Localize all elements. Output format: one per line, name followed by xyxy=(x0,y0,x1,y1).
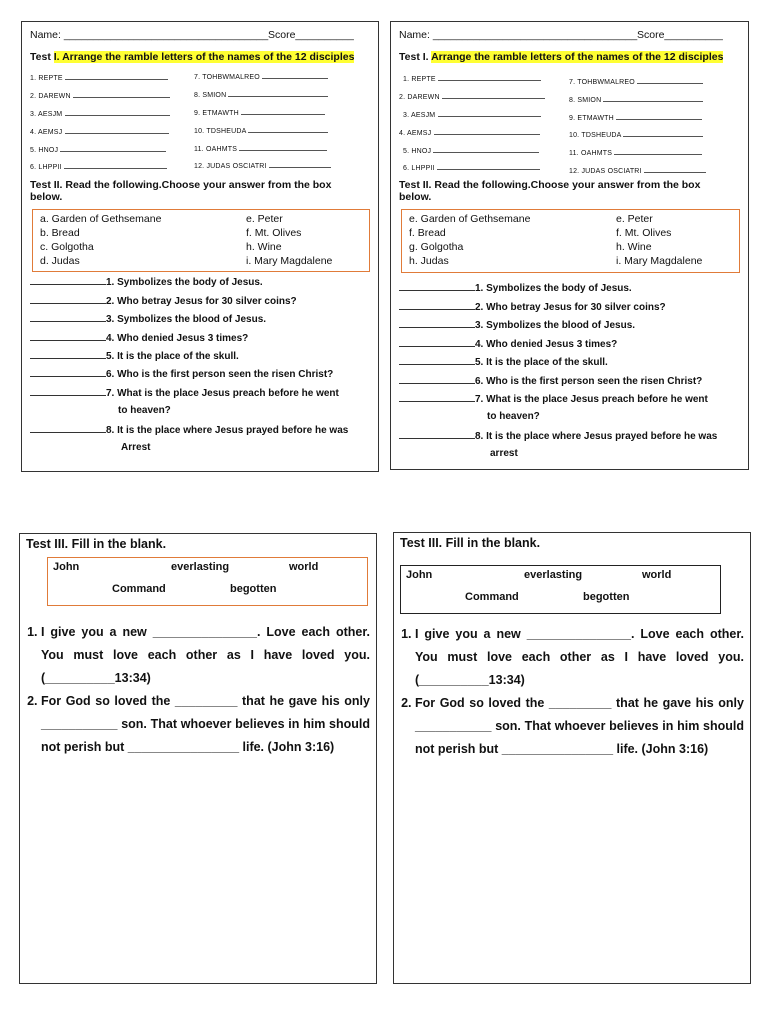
question-item: 1. Symbolizes the body of Jesus. xyxy=(30,276,263,288)
test2-title: Test II. Read the following.Choose your answer from the box below. xyxy=(399,179,701,203)
question-item: 6. Who is the first person seen the risen Christ? xyxy=(399,375,702,387)
choice-item: e. Peter xyxy=(246,213,283,225)
word-item: everlasting xyxy=(171,561,230,573)
test1-prefix: Test xyxy=(30,51,54,63)
choice-item: d. Judas xyxy=(40,255,80,267)
scramble-item: 1. REPTE xyxy=(403,73,541,83)
scramble-item: 10. TDSHEUDA xyxy=(194,125,328,135)
choice-item: h. Judas xyxy=(409,255,449,267)
question-item: 5. It is the place of the skull. xyxy=(399,356,608,368)
word-box xyxy=(400,565,721,614)
question-item: 8. It is the place where Jesus prayed before he was xyxy=(399,430,717,442)
scramble-item: 8. SMION xyxy=(569,94,703,104)
question-continuation: to heaven? xyxy=(487,411,540,422)
scramble-item: 5. HNOJ xyxy=(403,145,539,155)
scramble-item: 7. TOHBWMALREO xyxy=(569,76,703,86)
name-label: Name: ___________________________________ xyxy=(30,29,269,41)
question-item: 4. Who denied Jesus 3 times? xyxy=(30,332,248,344)
choice-item: f. Bread xyxy=(409,227,446,239)
choices-box xyxy=(32,209,370,272)
choice-item: c. Golgotha xyxy=(40,241,94,253)
test1-highlight: Arrange the ramble letters of the names of the 12 disciples xyxy=(431,51,724,63)
test1-title xyxy=(30,51,354,63)
choice-item: h. Wine xyxy=(246,241,282,253)
choice-item: i. Mary Magdalene xyxy=(616,255,703,267)
choice-item: f. Mt. Olives xyxy=(246,227,302,239)
test1-highlight: I. Arrange the ramble letters of the names of the 12 disciples xyxy=(53,51,355,63)
question-item: 6. Who is the first person seen the risen Christ? xyxy=(30,368,333,380)
choice-item: g. Golgotha xyxy=(409,241,464,253)
question-item: 3. Symbolizes the blood of Jesus. xyxy=(30,313,266,325)
scramble-item: 7. TOHBWMALREO xyxy=(194,71,328,81)
scramble-item: 4. AEMSJ xyxy=(30,126,169,136)
fill-item: 2. For God so loved the _________ that he gave his only ___________ son. That whoever believes in him should not perish but ________________ life. (John 3:16) xyxy=(41,690,370,759)
word-item: world xyxy=(289,561,319,573)
scramble-item: 2. DAREWN xyxy=(399,91,545,101)
test3-title: Test III. Fill in the blank. xyxy=(400,536,541,550)
choice-item: b. Bread xyxy=(40,227,80,239)
question-continuation: to heaven? xyxy=(118,405,171,416)
question-item: 2. Who betray Jesus for 30 silver coins? xyxy=(399,301,666,313)
scramble-item: 8. SMION xyxy=(194,89,328,99)
word-item: John xyxy=(406,569,433,581)
test1-prefix: Test I. xyxy=(399,51,432,63)
choice-item: h. Wine xyxy=(616,241,652,253)
word-box xyxy=(47,557,368,606)
scramble-item: 3. AESJM xyxy=(403,109,541,119)
scramble-item: 9. ETMAWTH xyxy=(569,112,702,122)
worksheet-card-top-left xyxy=(21,21,379,472)
question-item: 4. Who denied Jesus 3 times? xyxy=(399,338,617,350)
question-item: 2. Who betray Jesus for 30 silver coins? xyxy=(30,295,297,307)
scramble-item: 11. OAHMTS xyxy=(569,147,702,157)
worksheet-card-bottom-left xyxy=(19,533,377,984)
test2-title: Test II. Read the following.Choose your answer from the box below. xyxy=(30,179,332,203)
worksheet-card-top-right xyxy=(390,21,749,470)
worksheet-card-bottom-right xyxy=(393,532,751,984)
scramble-item: 3. AESJM xyxy=(30,108,170,118)
word-item: everlasting xyxy=(524,569,583,581)
word-item: Command xyxy=(465,591,519,603)
question-continuation: arrest xyxy=(490,448,518,459)
scramble-item: 2. DAREWN xyxy=(30,90,170,100)
word-item: begotten xyxy=(230,583,277,595)
question-item: 1. Symbolizes the body of Jesus. xyxy=(399,282,632,294)
scramble-item: 6. LHPPII xyxy=(403,162,540,172)
scramble-item: 6. LHPPII xyxy=(30,161,167,171)
question-continuation: Arrest xyxy=(121,442,151,453)
choice-item: f. Mt. Olives xyxy=(616,227,672,239)
choice-item: a. Garden of Gethsemane xyxy=(40,213,162,225)
question-item: 8. It is the place where Jesus prayed before he was xyxy=(30,424,348,436)
name-label: Name: ___________________________________ xyxy=(399,29,638,41)
score-label: Score__________ xyxy=(268,29,354,41)
test3-title: Test III. Fill in the blank. xyxy=(26,537,167,551)
scramble-item: 5. HNOJ xyxy=(30,144,166,154)
question-item: 7. What is the place Jesus preach before he went xyxy=(30,387,339,399)
question-item: 7. What is the place Jesus preach before he went xyxy=(399,393,708,405)
choices-box xyxy=(401,209,740,273)
scramble-item: 4. AEMSJ xyxy=(399,127,540,137)
test1-title xyxy=(399,51,723,63)
choice-item: i. Mary Magdalene xyxy=(246,255,333,267)
word-item: world xyxy=(642,569,672,581)
choice-item: e. Garden of Gethsemane xyxy=(409,213,531,225)
scramble-item: 1. REPTE xyxy=(30,72,168,82)
fill-item: 2. For God so loved the _________ that he gave his only ___________ son. That whoever believes in him should not perish but ________________ life. (John 3:16) xyxy=(415,692,744,761)
question-item: 3. Symbolizes the blood of Jesus. xyxy=(399,319,635,331)
fill-item: 1. I give you a new _______________. Love each other. You must love each other as I have loved you. (__________13:34) xyxy=(41,621,370,690)
word-item: begotten xyxy=(583,591,630,603)
fill-in-list xyxy=(400,623,744,761)
scramble-item: 12. JUDAS OSCIATRI xyxy=(569,165,706,175)
choice-item: e. Peter xyxy=(616,213,653,225)
scramble-item: 12. JUDAS OSCIATRI xyxy=(194,160,331,170)
word-item: John xyxy=(53,561,80,573)
word-item: Command xyxy=(112,583,166,595)
fill-item: 1. I give you a new _______________. Love each other. You must love each other as I have loved you. (__________13:34) xyxy=(415,623,744,692)
question-item: 5. It is the place of the skull. xyxy=(30,350,239,362)
scramble-item: 11. OAHMTS xyxy=(194,143,327,153)
scramble-item: 10. TDSHEUDA xyxy=(569,129,703,139)
score-label: Score__________ xyxy=(637,29,723,41)
fill-in-list xyxy=(26,621,370,759)
scramble-item: 9. ETMAWTH xyxy=(194,107,325,117)
